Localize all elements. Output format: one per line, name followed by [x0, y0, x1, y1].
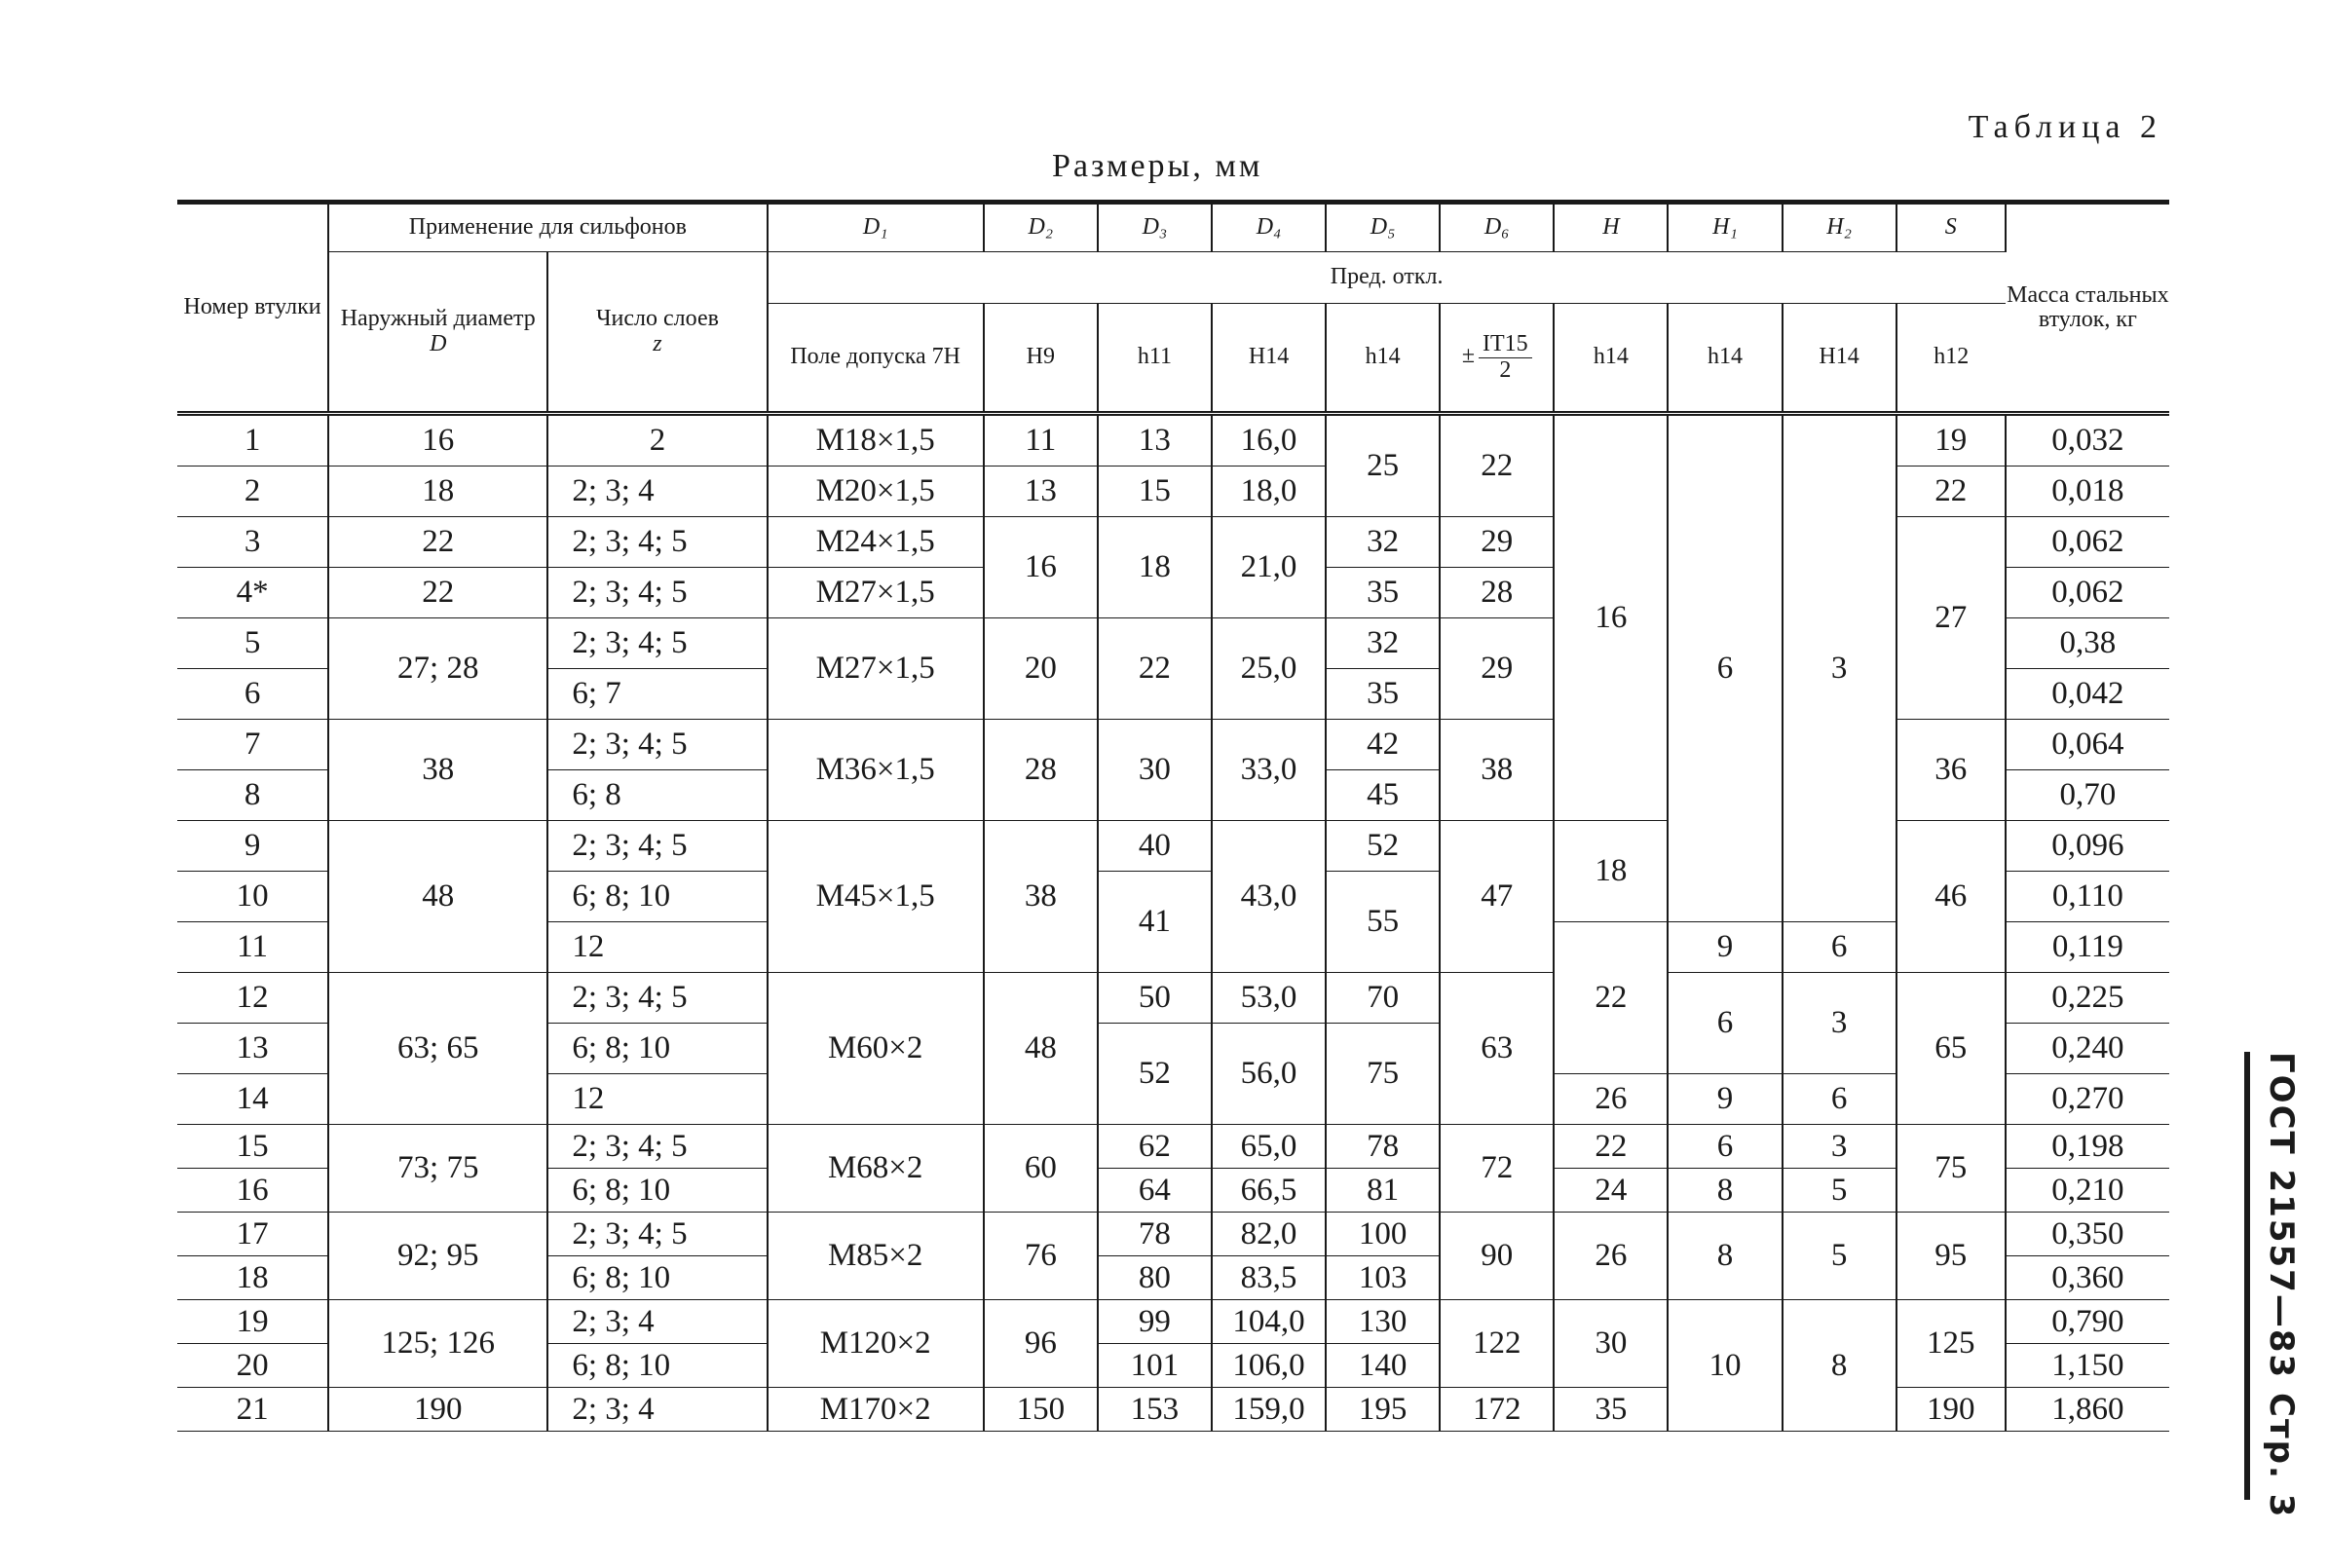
- header-d4: D₄: [1212, 203, 1326, 252]
- header-d3: D₃: [1098, 203, 1212, 252]
- cell: 45: [1326, 770, 1440, 821]
- cell: 1: [177, 414, 328, 467]
- cell: 0,062: [2006, 568, 2169, 618]
- header-outer-diameter-label: Наружный диаметр: [340, 306, 536, 332]
- cell: 28: [984, 720, 1098, 821]
- cell: 25: [1326, 414, 1440, 517]
- cell: 6; 8; 10: [547, 1256, 767, 1300]
- cell: 6; 8: [547, 770, 767, 821]
- cell: 2; 3; 4; 5: [547, 517, 767, 568]
- cell: 101: [1098, 1344, 1212, 1388]
- cell: 19: [1896, 414, 2006, 467]
- cell: 16: [177, 1169, 328, 1213]
- cell: 159,0: [1212, 1388, 1326, 1432]
- cell: 2; 3; 4: [547, 1388, 767, 1432]
- cell: 22: [1440, 414, 1554, 517]
- header-layer-count-label: Число слоев: [595, 306, 719, 332]
- cell: 2; 3; 4; 5: [547, 720, 767, 770]
- cell: 70: [1326, 973, 1440, 1024]
- cell: 66,5: [1212, 1169, 1326, 1213]
- header-tol-d6-den: 2: [1499, 356, 1512, 383]
- cell: 25,0: [1212, 618, 1326, 720]
- cell: 92; 95: [328, 1213, 547, 1300]
- cell: 21: [177, 1388, 328, 1432]
- cell: 100: [1326, 1213, 1440, 1256]
- cell: 18: [1098, 517, 1212, 618]
- cell: 2; 3; 4; 5: [547, 973, 767, 1024]
- cell: M27×1,5: [768, 568, 984, 618]
- cell: 7: [177, 720, 328, 770]
- cell: 24: [1554, 1169, 1668, 1213]
- table-row: [177, 1125, 2169, 1169]
- header-tol-d3: h11: [1098, 304, 1212, 414]
- table-row: [177, 1300, 2169, 1344]
- cell: 12: [547, 1074, 767, 1125]
- cell: 30: [1098, 720, 1212, 821]
- cell: 36: [1896, 720, 2006, 821]
- side-running-header: [2244, 1052, 2301, 1519]
- header-s: S: [1896, 203, 2006, 252]
- cell: 55: [1326, 872, 1440, 973]
- cell: 53,0: [1212, 973, 1326, 1024]
- cell: 0,018: [2006, 467, 2169, 517]
- cell: 22: [328, 517, 547, 568]
- cell: 99: [1098, 1300, 1212, 1344]
- cell: 35: [1554, 1388, 1668, 1432]
- cell: 27; 28: [328, 618, 547, 720]
- header-tol-d1: Поле допуска 7H: [768, 304, 984, 414]
- cell: 56,0: [1212, 1024, 1326, 1125]
- cell: 0,360: [2006, 1256, 2169, 1300]
- header-limit-deviations: Пред. откл.: [768, 252, 2006, 304]
- cell: 106,0: [1212, 1344, 1326, 1388]
- cell: 64: [1098, 1169, 1212, 1213]
- cell: 6; 8; 10: [547, 1024, 767, 1074]
- bushing-dimensions-table: [177, 200, 2169, 1432]
- cell: 28: [1440, 568, 1554, 618]
- header-d1: D₁: [768, 203, 984, 252]
- cell: 35: [1326, 669, 1440, 720]
- cell: 40: [1098, 821, 1212, 872]
- cell: 46: [1896, 821, 2006, 973]
- cell: 90: [1440, 1213, 1554, 1300]
- cell: 63; 65: [328, 973, 547, 1125]
- cell: 72: [1440, 1125, 1554, 1213]
- header-layer-count-symbol: z: [653, 330, 662, 356]
- cell: 0,198: [2006, 1125, 2169, 1169]
- cell: 5: [1783, 1169, 1896, 1213]
- table-row: [177, 973, 2169, 1024]
- cell: 38: [984, 821, 1098, 973]
- cell: 6: [1668, 414, 1782, 922]
- cell: M27×1,5: [768, 618, 984, 720]
- cell: M60×2: [768, 973, 984, 1125]
- cell: 33,0: [1212, 720, 1326, 821]
- header-mass: Масса стальных втулок, кг: [2006, 203, 2169, 414]
- cell: 16: [1554, 414, 1668, 821]
- cell: 22: [1554, 922, 1668, 1074]
- cell: 3: [1783, 973, 1896, 1074]
- cell: 9: [1668, 922, 1782, 973]
- cell: 1,860: [2006, 1388, 2169, 1432]
- cell: 22: [1896, 467, 2006, 517]
- cell: 82,0: [1212, 1213, 1326, 1256]
- cell: 12: [547, 922, 767, 973]
- cell: 65,0: [1212, 1125, 1326, 1169]
- header-h: H: [1554, 203, 1668, 252]
- cell: 22: [1098, 618, 1212, 720]
- cell: M20×1,5: [768, 467, 984, 517]
- cell: 190: [1896, 1388, 2006, 1432]
- header-tol-d6-fraction: [1479, 332, 1532, 382]
- header-bushing-number: Номер втулки: [177, 203, 328, 414]
- cell: 122: [1440, 1300, 1554, 1388]
- cell: 11: [984, 414, 1098, 467]
- cell: 8: [1783, 1300, 1896, 1432]
- cell: 16,0: [1212, 414, 1326, 467]
- cell: 6: [1783, 922, 1896, 973]
- cell: 95: [1896, 1213, 2006, 1300]
- cell: 73; 75: [328, 1125, 547, 1213]
- header-tol-h: h14: [1554, 304, 1668, 414]
- cell: M45×1,5: [768, 821, 984, 973]
- cell: 9: [177, 821, 328, 872]
- cell: M68×2: [768, 1125, 984, 1213]
- cell: 22: [1554, 1125, 1668, 1169]
- cell: 26: [1554, 1074, 1668, 1125]
- cell: 14: [177, 1074, 328, 1125]
- table-row: [177, 1213, 2169, 1256]
- header-tol-d4: H14: [1212, 304, 1326, 414]
- cell: 5: [177, 618, 328, 669]
- cell: 0,38: [2006, 618, 2169, 669]
- cell: 43,0: [1212, 821, 1326, 973]
- cell: 2; 3; 4: [547, 1300, 767, 1344]
- cell: 15: [177, 1125, 328, 1169]
- cell: 3: [177, 517, 328, 568]
- cell: 2; 3; 4; 5: [547, 1213, 767, 1256]
- table-caption: Размеры, мм: [1052, 148, 1263, 184]
- cell: 2; 3; 4; 5: [547, 618, 767, 669]
- cell: 80: [1098, 1256, 1212, 1300]
- cell: 26: [1554, 1213, 1668, 1300]
- cell: 2; 3; 4: [547, 467, 767, 517]
- cell: 6; 8; 10: [547, 1344, 767, 1388]
- cell: 13: [984, 467, 1098, 517]
- cell: 13: [1098, 414, 1212, 467]
- header-tol-h2: H14: [1783, 304, 1896, 414]
- cell: 48: [984, 973, 1098, 1125]
- header-tol-d6-num: IT15: [1479, 332, 1532, 357]
- cell: 63: [1440, 973, 1554, 1125]
- header-outer-diameter-symbol: D: [430, 330, 447, 356]
- cell: 4*: [177, 568, 328, 618]
- table-label: Таблица 2: [1968, 109, 2162, 145]
- cell: M18×1,5: [768, 414, 984, 467]
- cell: 104,0: [1212, 1300, 1326, 1344]
- cell: 29: [1440, 517, 1554, 568]
- cell: 0,119: [2006, 922, 2169, 973]
- cell: 0,032: [2006, 414, 2169, 467]
- header-outer-diameter: [328, 252, 547, 414]
- cell: 16: [328, 414, 547, 467]
- cell: 19: [177, 1300, 328, 1344]
- cell: M24×1,5: [768, 517, 984, 568]
- cell: 60: [984, 1125, 1098, 1213]
- table-body: [177, 414, 2169, 1432]
- header-tol-s: h12: [1896, 304, 2006, 414]
- cell: 0,70: [2006, 770, 2169, 821]
- cell: 18,0: [1212, 467, 1326, 517]
- cell: 96: [984, 1300, 1098, 1388]
- cell: 17: [177, 1213, 328, 1256]
- cell: 125; 126: [328, 1300, 547, 1388]
- cell: 0,225: [2006, 973, 2169, 1024]
- cell: 15: [1098, 467, 1212, 517]
- cell: 0,064: [2006, 720, 2169, 770]
- cell: 35: [1326, 568, 1440, 618]
- cell: 195: [1326, 1388, 1440, 1432]
- cell: 6; 8; 10: [547, 1169, 767, 1213]
- cell: 9: [1668, 1074, 1782, 1125]
- cell: 0,062: [2006, 517, 2169, 568]
- cell: M120×2: [768, 1300, 984, 1388]
- header-application: Применение для сильфонов: [328, 203, 767, 252]
- cell: 22: [328, 568, 547, 618]
- cell: 10: [177, 872, 328, 922]
- cell: 29: [1440, 618, 1554, 720]
- cell: 140: [1326, 1344, 1440, 1388]
- cell: 78: [1326, 1125, 1440, 1169]
- cell: 5: [1783, 1213, 1896, 1300]
- cell: 18: [1554, 821, 1668, 922]
- cell: 153: [1098, 1388, 1212, 1432]
- cell: 6: [1783, 1074, 1896, 1125]
- cell: 52: [1326, 821, 1440, 872]
- cell: 83,5: [1212, 1256, 1326, 1300]
- cell: 13: [177, 1024, 328, 1074]
- cell: 150: [984, 1388, 1098, 1432]
- cell: 6; 7: [547, 669, 767, 720]
- cell: 32: [1326, 618, 1440, 669]
- cell: 0,790: [2006, 1300, 2169, 1344]
- cell: 0,270: [2006, 1074, 2169, 1125]
- header-h2: H₂: [1783, 203, 1896, 252]
- header-h1: H₁: [1668, 203, 1782, 252]
- cell: 52: [1098, 1024, 1212, 1125]
- cell: 130: [1326, 1300, 1440, 1344]
- cell: 21,0: [1212, 517, 1326, 618]
- table-header: [177, 203, 2169, 414]
- cell: 42: [1326, 720, 1440, 770]
- cell: 6: [1668, 1125, 1782, 1169]
- cell: 6: [177, 669, 328, 720]
- cell: 32: [1326, 517, 1440, 568]
- cell: 0,240: [2006, 1024, 2169, 1074]
- cell: 16: [984, 517, 1098, 618]
- cell: 27: [1896, 517, 2006, 720]
- cell: 50: [1098, 973, 1212, 1024]
- cell: 0,110: [2006, 872, 2169, 922]
- header-tol-h1: h14: [1668, 304, 1782, 414]
- cell: 2; 3; 4; 5: [547, 568, 767, 618]
- cell: 2: [177, 467, 328, 517]
- cell: 6: [1668, 973, 1782, 1074]
- cell: 38: [328, 720, 547, 821]
- cell: 41: [1098, 872, 1212, 973]
- cell: 8: [1668, 1213, 1782, 1300]
- header-tol-d5: h14: [1326, 304, 1440, 414]
- cell: 10: [1668, 1300, 1782, 1432]
- cell: 103: [1326, 1256, 1440, 1300]
- cell: 125: [1896, 1300, 2006, 1388]
- cell: 20: [984, 618, 1098, 720]
- header-tol-d2: H9: [984, 304, 1098, 414]
- cell: 11: [177, 922, 328, 973]
- cell: 2; 3; 4; 5: [547, 821, 767, 872]
- cell: 190: [328, 1388, 547, 1432]
- cell: 75: [1896, 1125, 2006, 1213]
- cell: 18: [177, 1256, 328, 1300]
- cell: M36×1,5: [768, 720, 984, 821]
- cell: 48: [328, 821, 547, 973]
- cell: 8: [1668, 1169, 1782, 1213]
- header-d6: D₆: [1440, 203, 1554, 252]
- table-row: [177, 414, 2169, 467]
- cell: M170×2: [768, 1388, 984, 1432]
- cell: 3: [1783, 1125, 1896, 1169]
- cell: 65: [1896, 973, 2006, 1125]
- cell: 2; 3; 4; 5: [547, 1125, 767, 1169]
- cell: 30: [1554, 1300, 1668, 1388]
- cell: 172: [1440, 1388, 1554, 1432]
- side-header-text: ГОСТ 21557—83 Стр. 3: [2262, 1052, 2301, 1519]
- cell: 20: [177, 1344, 328, 1388]
- header-tol-d6: [1440, 304, 1554, 414]
- cell: 78: [1098, 1213, 1212, 1256]
- cell: 76: [984, 1213, 1098, 1300]
- cell: 0,350: [2006, 1213, 2169, 1256]
- cell: 62: [1098, 1125, 1212, 1169]
- cell: 75: [1326, 1024, 1440, 1125]
- header-d5: D₅: [1326, 203, 1440, 252]
- header-tol-d6-pm: ±: [1461, 343, 1476, 369]
- cell: 18: [328, 467, 547, 517]
- cell: 47: [1440, 821, 1554, 973]
- cell: 2: [547, 414, 767, 467]
- cell: 6; 8; 10: [547, 872, 767, 922]
- cell: M85×2: [768, 1213, 984, 1300]
- cell: 12: [177, 973, 328, 1024]
- header-d2: D₂: [984, 203, 1098, 252]
- cell: 81: [1326, 1169, 1440, 1213]
- header-layer-count: [547, 252, 767, 414]
- cell: 0,096: [2006, 821, 2169, 872]
- cell: 8: [177, 770, 328, 821]
- cell: 0,042: [2006, 669, 2169, 720]
- cell: 3: [1783, 414, 1896, 922]
- cell: 1,150: [2006, 1344, 2169, 1388]
- cell: 38: [1440, 720, 1554, 821]
- cell: 0,210: [2006, 1169, 2169, 1213]
